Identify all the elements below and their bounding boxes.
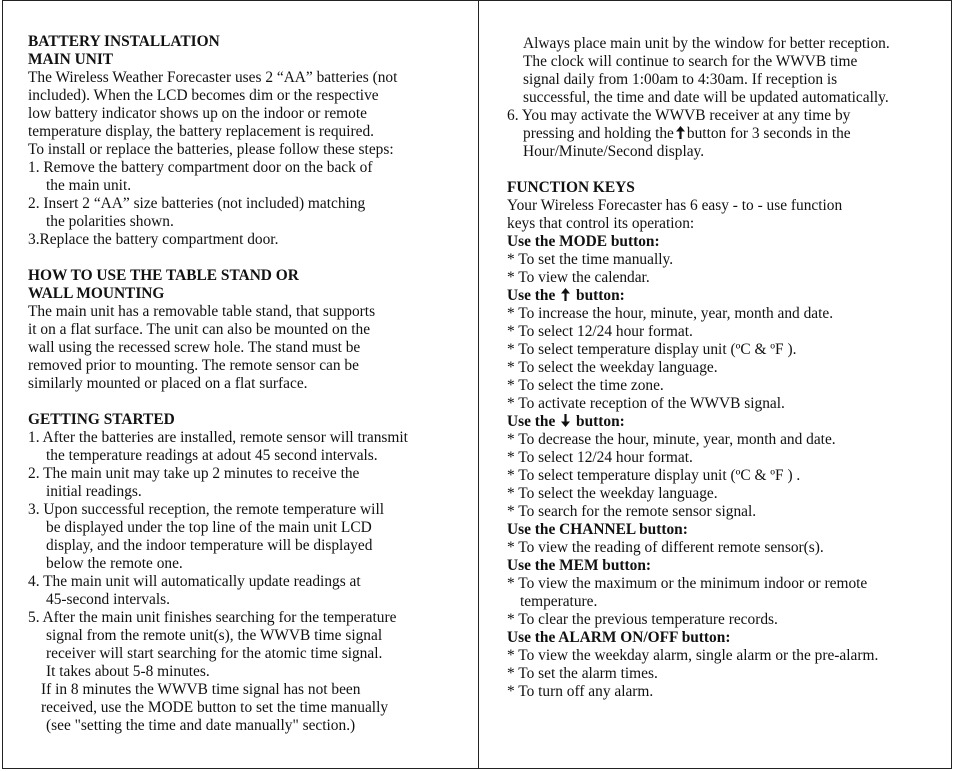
main-unit-heading: MAIN UNIT xyxy=(28,51,114,68)
text-line: successful, the time and date will be updated automatically. xyxy=(523,89,889,106)
battery-step-cont: the main unit. xyxy=(46,177,132,194)
text-line: it on a flat surface. The unit can also be mounted on the xyxy=(28,321,371,338)
list-item: * To view the reading of different remote sensor(s). xyxy=(507,539,824,556)
getting-step: 2. The main unit may take up 2 minutes to receive the xyxy=(28,465,360,482)
list-item: * To view the weekday alarm, single alarm or the pre-alarm. xyxy=(507,647,879,664)
getting-step-cont: signal from the remote unit(s), the WWVB time signal xyxy=(46,627,383,644)
right-column xyxy=(507,35,937,701)
up-arrow-icon xyxy=(561,288,570,301)
list-item: * To view the calendar. xyxy=(507,269,650,286)
alarm-button-heading: Use the ALARM ON/OFF button: xyxy=(507,629,731,646)
list-item: * To search for the remote sensor signal. xyxy=(507,503,757,520)
up-button-heading xyxy=(507,287,937,305)
up-heading-text-b: button: xyxy=(576,287,625,304)
wall-mounting-heading: WALL MOUNTING xyxy=(28,285,165,302)
list-item: * To set the alarm times. xyxy=(507,665,658,682)
stand-heading: HOW TO USE THE TABLE STAND OR xyxy=(28,267,299,284)
list-item: * To select temperature display unit (ºC & ºF ) . xyxy=(507,467,801,484)
list-item: * To select temperature display unit (ºC & ºF ). xyxy=(507,341,797,358)
function-keys-heading: FUNCTION KEYS xyxy=(507,179,635,196)
list-item: * To select the weekday language. xyxy=(507,485,718,502)
text-line: The Wireless Weather Forecaster uses 2 “AA” batteries (not xyxy=(28,69,398,86)
text-line: included). When the LCD becomes dim or the respective xyxy=(28,87,379,104)
step-6: 6. You may activate the WWVB receiver at any time by xyxy=(507,107,851,124)
getting-step-cont: the temperature readings at adout 45 second intervals. xyxy=(46,447,378,464)
text-line: The main unit has a removable table stand, that supports xyxy=(28,303,376,320)
channel-button-heading: Use the CHANNEL button: xyxy=(507,521,688,538)
getting-step-cont: receiver will start searching for the atomic time signal. xyxy=(46,645,383,662)
list-item: * To select 12/24 hour format. xyxy=(507,323,693,340)
text-line: The clock will continue to search for the WWVB time xyxy=(523,53,858,70)
getting-step-cont: It takes about 5-8 minutes. xyxy=(46,663,210,680)
text-line: wall using the recessed screw hole. The stand must be xyxy=(28,339,361,356)
battery-installation-heading: BATTERY INSTALLATION xyxy=(28,33,220,50)
down-arrow-icon xyxy=(561,414,570,427)
down-button-heading xyxy=(507,413,937,431)
getting-step-cont: be displayed under the top line of the main unit LCD xyxy=(46,519,372,536)
column-divider xyxy=(478,0,479,769)
list-item: * To select the time zone. xyxy=(507,377,664,394)
mem-button-heading: Use the MEM button: xyxy=(507,557,652,574)
down-heading-text-a: Use the xyxy=(507,413,556,430)
down-heading-text-b: button: xyxy=(576,413,625,430)
text-line: keys that control its operation: xyxy=(507,215,695,232)
text-line: Always place main unit by the window for better reception. xyxy=(523,35,890,52)
list-item: * To increase the hour, minute, year, month and date. xyxy=(507,305,834,322)
text-line: temperature display, the battery replacement is required. xyxy=(28,123,374,140)
step-6-text-b: button for 3 seconds in the xyxy=(686,125,851,142)
text-line: low battery indicator shows up on the indoor or remote xyxy=(28,105,367,122)
getting-step: 5. After the main unit finishes searching for the temperature xyxy=(28,609,397,626)
text-line: To install or replace the batteries, please follow these steps: xyxy=(28,141,394,158)
getting-step-cont: display, and the indoor temperature will be displayed xyxy=(46,537,373,554)
getting-started-heading: GETTING STARTED xyxy=(28,411,175,428)
up-arrow-icon xyxy=(676,126,685,139)
list-item: * To clear the previous temperature records. xyxy=(507,611,778,628)
list-item-cont: temperature. xyxy=(520,593,598,610)
battery-step-cont: the polarities shown. xyxy=(46,213,174,230)
list-item: * To turn off any alarm. xyxy=(507,683,654,700)
getting-step-cont: received, use the MODE button to set the time manually xyxy=(41,699,389,716)
battery-step: 1. Remove the battery compartment door on the back of xyxy=(28,159,373,176)
list-item: * To set the time manually. xyxy=(507,251,674,268)
text-line: removed prior to mounting. The remote sensor can be xyxy=(28,357,359,374)
text-line: Your Wireless Forecaster has 6 easy - to - use function xyxy=(507,197,843,214)
left-column xyxy=(28,33,460,735)
step-6-cont: Hour/Minute/Second display. xyxy=(523,143,705,160)
mode-button-heading: Use the MODE button: xyxy=(507,233,660,250)
getting-step: 4. The main unit will automatically update readings at xyxy=(28,573,361,590)
text-line: signal daily from 1:00am to 4:30am. If reception is xyxy=(523,71,838,88)
getting-step-cont: 45-second intervals. xyxy=(46,591,170,608)
list-item: * To activate reception of the WWVB signal. xyxy=(507,395,785,412)
list-item: * To decrease the hour, minute, year, month and date. xyxy=(507,431,836,448)
text-line: similarly mounted or placed on a flat surface. xyxy=(28,375,308,392)
list-item: * To select the weekday language. xyxy=(507,359,718,376)
up-heading-text-a: Use the xyxy=(507,287,556,304)
getting-step: 1. After the batteries are installed, remote sensor will transmit xyxy=(28,429,408,446)
battery-step: 3.Replace the battery compartment door. xyxy=(28,231,279,248)
getting-step-cont: (see "setting the time and date manually" section.) xyxy=(46,717,356,734)
battery-step: 2. Insert 2 “AA” size batteries (not included) matching xyxy=(28,195,366,212)
getting-step-cont: below the remote one. xyxy=(46,555,183,572)
step-6-text-a: pressing and holding the xyxy=(523,125,674,142)
getting-step: 3. Upon successful reception, the remote temperature will xyxy=(28,501,384,518)
getting-step-cont: initial readings. xyxy=(46,483,142,500)
getting-step-cont: If in 8 minutes the WWVB time signal has not been xyxy=(41,681,361,698)
list-item: * To view the maximum or the minimum indoor or remote xyxy=(507,575,868,592)
step-6-cont xyxy=(507,125,937,143)
list-item: * To select 12/24 hour format. xyxy=(507,449,693,466)
